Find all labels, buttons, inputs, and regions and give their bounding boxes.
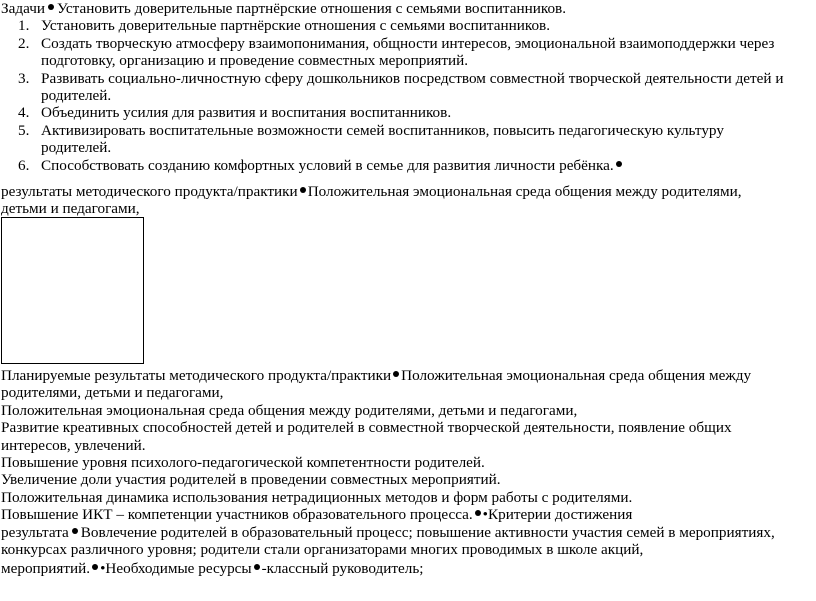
bullet-icon	[616, 161, 622, 167]
task-text: Способствовать созданию комфортных условий в семье для развития личности ребёнка.	[41, 156, 614, 174]
tasks-list	[1, 17, 815, 174]
task-number: 6.	[18, 156, 30, 174]
planned-result-item: Повышение уровня психолого-педагогической компетентности родителей.	[1, 454, 485, 472]
ikt-line	[1, 506, 815, 523]
planned-results-line	[1, 367, 815, 384]
task-text-continued: подготовку, организацию и проведение совместных мероприятий.	[41, 52, 469, 70]
planned-result-item: Положительная динамика использования нетрадиционных методов и форм работы с родителями.	[1, 488, 633, 506]
results-text-continued: детьми и педагогами,	[1, 200, 140, 218]
task-number: 4.	[18, 104, 30, 122]
tasks-section	[1, 0, 815, 174]
planned-results-label: Планируемые результаты методического продукта/практики	[1, 367, 392, 384]
results-line	[1, 183, 815, 200]
tasks-heading: Задачи	[1, 0, 45, 17]
criteria-label: •Критерии достижения	[482, 506, 633, 524]
result-criteria-line	[1, 524, 815, 541]
bullet-icon	[254, 564, 260, 570]
results-label: результаты методического продукта/практики	[1, 183, 298, 200]
task-item	[1, 35, 815, 70]
resources-text: -классный руководитель;	[261, 560, 424, 578]
planned-result-item: Развитие креативных способностей детей и родителей в совместной творческой деятельности, появление общих	[1, 419, 732, 437]
bullet-icon	[92, 564, 98, 570]
tasks-heading-line	[1, 0, 815, 17]
resources-line	[1, 560, 815, 577]
result-criteria-text: Вовлечение родителей в образовательный процесс; повышение активности участия семей в мероприятиях,	[80, 523, 775, 541]
bullet-icon	[72, 528, 78, 534]
task-item	[1, 157, 815, 174]
task-item	[1, 70, 815, 105]
task-text-wrap	[41, 157, 815, 174]
task-text-continued: родителей.	[41, 87, 112, 105]
result-word: результата	[1, 523, 69, 541]
task-number: 1.	[18, 17, 30, 35]
task-text: Объединить усилия для развития и воспитания воспитанников.	[41, 104, 452, 122]
image-placeholder-frame	[1, 217, 144, 364]
planned-result-item-continued: интересов, увлечений.	[1, 436, 146, 454]
planned-result-item: Положительная эмоциональная среда общения между родителями, детьми и педагогами,	[1, 401, 578, 419]
task-text: Развивать социально-личностную сферу дошкольников посредством совместной творческой деятельности детей и	[41, 69, 784, 87]
tasks-heading-item: Установить доверительные партнёрские отношения с семьями воспитанников.	[56, 0, 567, 17]
planned-result-item: Увеличение доли участия родителей в проведении совместных мероприятий.	[1, 471, 501, 489]
planned-results-text: Положительная эмоциональная среда общения между	[401, 367, 752, 384]
task-item	[1, 17, 815, 34]
bullet-icon	[393, 371, 399, 377]
ikt-text: Повышение ИКТ – компетенции участников образовательного процесса.	[1, 506, 473, 524]
result-criteria-text-continued: конкурсах различного уровня; родители стали организаторами многих проводимых в школе акций,	[1, 541, 644, 559]
task-text: Активизировать воспитательные возможности семей воспитанников, повысить педагогическую культуру	[41, 121, 724, 139]
task-number: 2.	[18, 34, 30, 52]
task-text: Установить доверительные партнёрские отношения с семьями воспитанников.	[41, 17, 551, 35]
task-number: 3.	[18, 69, 30, 87]
bullet-icon	[475, 510, 481, 516]
task-text-continued: родителей.	[41, 139, 112, 157]
results-text: Положительная эмоциональная среда общения между родителями,	[307, 183, 742, 200]
bullet-icon	[48, 4, 54, 10]
bullet-icon	[300, 187, 306, 193]
resources-label: •Необходимые ресурсы	[100, 560, 252, 578]
planned-results-section	[1, 367, 815, 578]
planned-results-text-continued: родителями, детьми и педагогами,	[1, 384, 224, 402]
task-text: Создать творческую атмосферу взаимопонимания, общности интересов, эмоциональной взаимоподдержки через	[41, 34, 775, 52]
results-section	[1, 183, 815, 218]
task-number: 5.	[18, 121, 30, 139]
task-item	[1, 122, 815, 157]
task-item	[1, 104, 815, 121]
events-word: мероприятий.	[1, 560, 91, 578]
